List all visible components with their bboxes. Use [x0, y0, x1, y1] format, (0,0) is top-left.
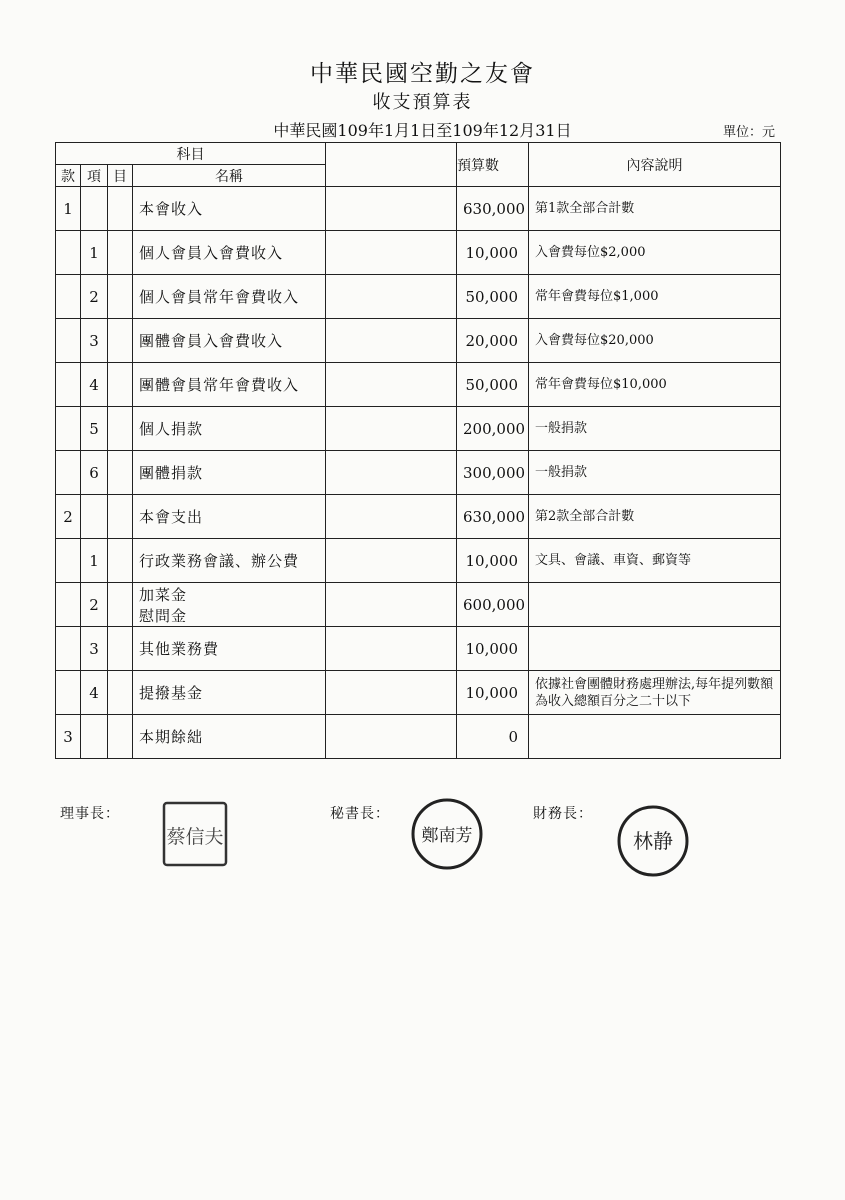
- treasurer-seal: [616, 804, 690, 878]
- unit-label: 單位：元: [722, 125, 775, 140]
- table-row: [56, 275, 781, 319]
- name-line: 本期餘絀: [139, 728, 204, 746]
- name-cell: [133, 407, 326, 451]
- xiang-cell: 5: [81, 407, 108, 451]
- mu-cell: [108, 319, 133, 363]
- kuan-cell: 3: [56, 715, 81, 759]
- header-budget: 預算數: [457, 143, 529, 187]
- mu-cell: [108, 495, 133, 539]
- treasurer-seal-text: 林静: [633, 829, 673, 853]
- mu-cell: [108, 539, 133, 583]
- chairman-seal-text: 蔡信夫: [166, 826, 224, 848]
- amount-cell: 200,000: [457, 407, 529, 451]
- name-line: 個人捐款: [139, 420, 204, 438]
- xiang-cell: 1: [81, 539, 108, 583]
- name-cell: [133, 231, 326, 275]
- mu-cell: [108, 275, 133, 319]
- blank-cell: [326, 539, 457, 583]
- amount-cell: 10,000: [457, 627, 529, 671]
- budget-table: [55, 142, 781, 759]
- blank-cell: [326, 231, 457, 275]
- blank-cell: [326, 187, 457, 231]
- kuan-cell: [56, 319, 81, 363]
- table-row: [56, 451, 781, 495]
- chairman-label: 理事長：: [60, 806, 120, 822]
- header-mu: 目: [108, 165, 133, 187]
- header-subject: 科目: [56, 143, 326, 165]
- blank-cell: [326, 627, 457, 671]
- table-row: [56, 583, 781, 627]
- xiang-cell: 2: [81, 583, 108, 627]
- name-line: 行政業務會議、辦公費: [139, 552, 300, 570]
- amount-cell: 50,000: [457, 275, 529, 319]
- kuan-cell: [56, 363, 81, 407]
- mu-cell: [108, 187, 133, 231]
- name-cell: [133, 671, 326, 715]
- name-line: 本會支出: [139, 508, 204, 526]
- kuan-cell: [56, 407, 81, 451]
- chairman-seal: [161, 800, 229, 868]
- description-cell: 第1款全部合計數: [529, 187, 781, 231]
- table-row: [56, 495, 781, 539]
- xiang-cell: 6: [81, 451, 108, 495]
- table-row: [56, 671, 781, 715]
- blank-cell: [326, 407, 457, 451]
- name-line: 個人會員常年會費收入: [139, 288, 300, 306]
- kuan-cell: [56, 539, 81, 583]
- amount-cell: 20,000: [457, 319, 529, 363]
- kuan-cell: [56, 627, 81, 671]
- blank-cell: [326, 275, 457, 319]
- table-row: [56, 539, 781, 583]
- xiang-cell: 3: [81, 319, 108, 363]
- blank-cell: [326, 363, 457, 407]
- table-row: [56, 715, 781, 759]
- amount-cell: 10,000: [457, 231, 529, 275]
- header-description: 內容說明: [529, 143, 781, 187]
- name-line-2: 慰問金: [139, 606, 188, 625]
- table-row: [56, 187, 781, 231]
- kuan-cell: [56, 671, 81, 715]
- amount-cell: 50,000: [457, 363, 529, 407]
- kuan-cell: 2: [56, 495, 81, 539]
- description-cell: 一般捐款: [529, 451, 781, 495]
- xiang-cell: 4: [81, 363, 108, 407]
- description-cell: 常年會費每位$1,000: [529, 275, 781, 319]
- header-blank: [326, 143, 457, 187]
- header-xiang: 項: [81, 165, 108, 187]
- amount-cell: 600,000: [457, 583, 529, 627]
- table-row: [56, 407, 781, 451]
- document-subtitle: 收支預算表: [372, 92, 473, 113]
- description-cell: [529, 583, 781, 627]
- name-cell: [133, 187, 326, 231]
- name-cell: [133, 495, 326, 539]
- table-row: [56, 319, 781, 363]
- mu-cell: [108, 627, 133, 671]
- kuan-cell: [56, 231, 81, 275]
- description-cell: [529, 627, 781, 671]
- name-cell: [133, 627, 326, 671]
- mu-cell: [108, 715, 133, 759]
- amount-cell: 630,000: [457, 495, 529, 539]
- treasurer-label: 財務長：: [533, 806, 593, 822]
- header-kuan: 款: [56, 165, 81, 187]
- xiang-cell: 3: [81, 627, 108, 671]
- kuan-cell: [56, 275, 81, 319]
- kuan-cell: [56, 451, 81, 495]
- mu-cell: [108, 231, 133, 275]
- mu-cell: [108, 451, 133, 495]
- description-cell: 依據社會團體財務處理辦法,每年提列數額為收入總額百分之二十以下: [529, 671, 781, 715]
- description-cell: 文具、會議、車資、郵資等: [529, 539, 781, 583]
- secretary-label: 秘書長：: [330, 806, 390, 822]
- name-cell: [133, 451, 326, 495]
- name-line: 本會收入: [139, 200, 204, 218]
- kuan-cell: 1: [56, 187, 81, 231]
- description-cell: 第2款全部合計數: [529, 495, 781, 539]
- secretary-seal: [410, 797, 484, 871]
- table-body: [56, 187, 781, 759]
- xiang-cell: 2: [81, 275, 108, 319]
- blank-cell: [326, 451, 457, 495]
- blank-cell: [326, 671, 457, 715]
- table-row: [56, 231, 781, 275]
- table-row: [56, 363, 781, 407]
- xiang-cell: [81, 715, 108, 759]
- secretary-seal-text: 鄭南芳: [421, 826, 473, 846]
- name-line: 提撥基金: [139, 684, 204, 702]
- xiang-cell: 1: [81, 231, 108, 275]
- blank-cell: [326, 319, 457, 363]
- description-cell: 入會費每位$2,000: [529, 231, 781, 275]
- blank-cell: [326, 583, 457, 627]
- mu-cell: [108, 363, 133, 407]
- description-cell: 一般捐款: [529, 407, 781, 451]
- document-title: 中華民國空勤之友會: [310, 61, 535, 87]
- name-cell: [133, 539, 326, 583]
- xiang-cell: [81, 187, 108, 231]
- name-cell: [133, 275, 326, 319]
- name-line: 其他業務費: [139, 640, 220, 658]
- amount-cell: 630,000: [457, 187, 529, 231]
- amount-cell: 10,000: [457, 539, 529, 583]
- mu-cell: [108, 407, 133, 451]
- kuan-cell: [56, 583, 81, 627]
- name-line: 團體會員常年會費收入: [139, 376, 300, 394]
- mu-cell: [108, 671, 133, 715]
- name-cell: [133, 363, 326, 407]
- xiang-cell: 4: [81, 671, 108, 715]
- description-cell: 入會費每位$20,000: [529, 319, 781, 363]
- mu-cell: [108, 583, 133, 627]
- name-cell: [133, 319, 326, 363]
- amount-cell: 300,000: [457, 451, 529, 495]
- name-cell: [133, 583, 326, 627]
- name-line: 加菜金: [139, 585, 188, 604]
- document-period: 中華民國109年1月1日至109年12月31日: [273, 121, 572, 140]
- blank-cell: [326, 715, 457, 759]
- xiang-cell: [81, 495, 108, 539]
- name-line: 團體會員入會費收入: [139, 332, 284, 350]
- blank-cell: [326, 495, 457, 539]
- name-line: 團體捐款: [139, 464, 204, 482]
- description-cell: [529, 715, 781, 759]
- amount-cell: 0: [457, 715, 529, 759]
- table-row: [56, 627, 781, 671]
- name-line: 個人會員入會費收入: [139, 244, 284, 262]
- amount-cell: 10,000: [457, 671, 529, 715]
- name-cell: [133, 715, 326, 759]
- header-name: 名稱: [133, 165, 326, 187]
- description-cell: 常年會費每位$10,000: [529, 363, 781, 407]
